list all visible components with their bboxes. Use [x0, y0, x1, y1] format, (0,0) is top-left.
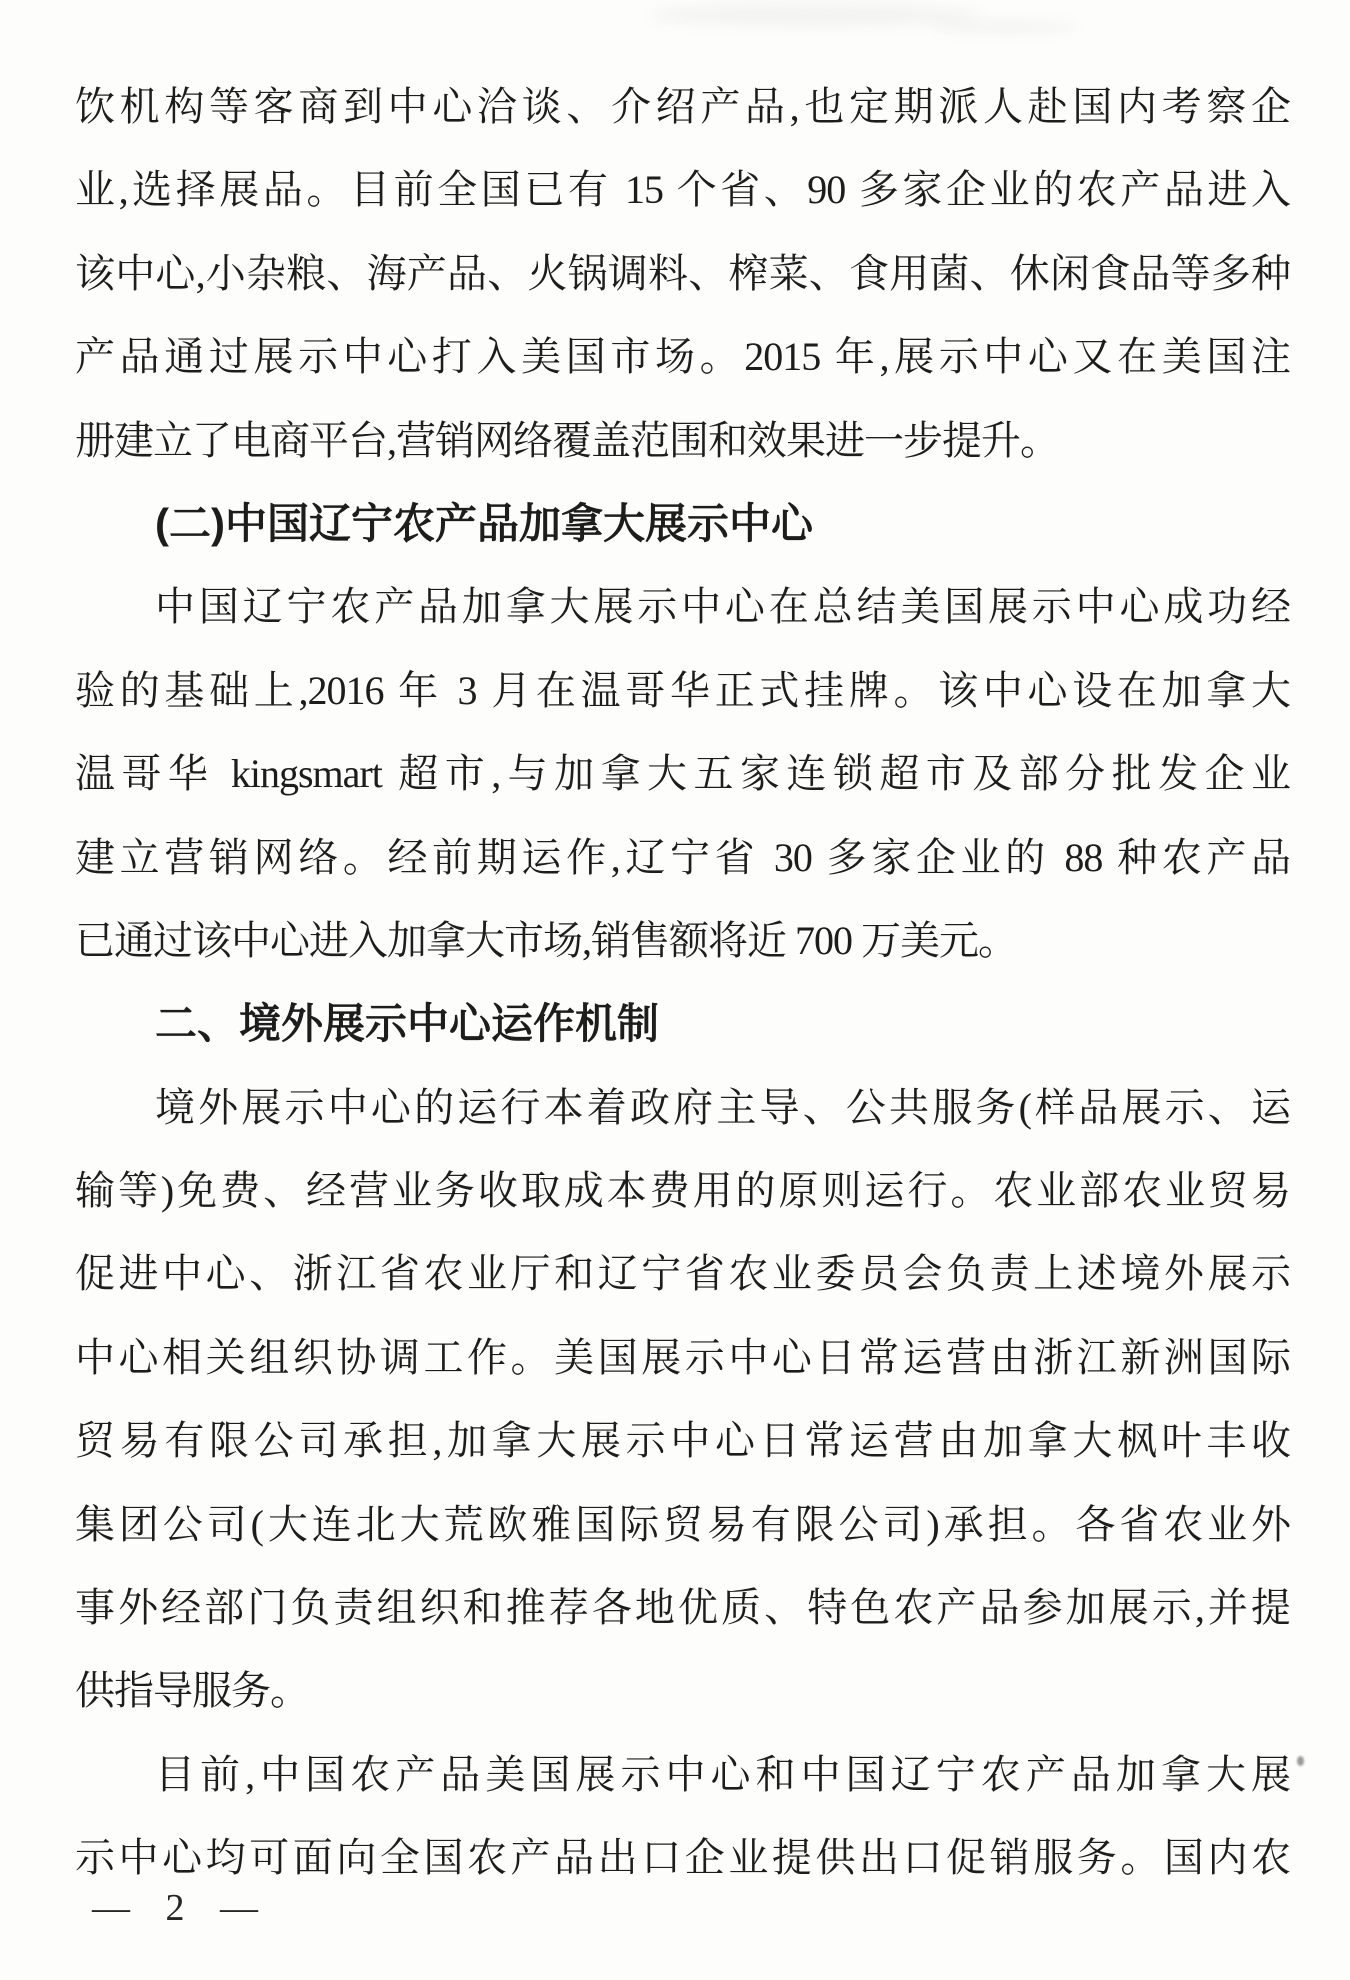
text-line: 验的基础上,2016 年 3 月在温哥华正式挂牌。该中心设在加拿大	[75, 667, 1290, 713]
scan-artifact	[650, 4, 980, 26]
text-line: 业,选择展品。目前全国已有 15 个省、90 多家企业的农产品进入	[75, 167, 1290, 213]
text-line: 示中心均可面向全国农产品出口企业提供出口促销服务。国内农	[75, 1835, 1290, 1881]
text-line: 事外经部门负责组织和推荐各地优质、特色农产品参加展示,并提	[75, 1585, 1290, 1631]
text-line: 产品通过展示中心打入美国市场。2015 年,展示中心又在美国注	[75, 334, 1290, 380]
text-line: 集团公司(大连北大荒欧雅国际贸易有限公司)承担。各省农业外	[75, 1501, 1290, 1547]
text-line: 册建立了电商平台,营销网络覆盖范围和效果进一步提升。	[75, 417, 1059, 463]
section-heading: (二)中国辽宁农产品加拿大展示中心	[155, 499, 813, 547]
text-line: 促进中心、浙江省农业厅和辽宁省农业委员会负责上述境外展示	[75, 1251, 1290, 1297]
text-line: 饮机构等客商到中心洽谈、介绍产品,也定期派人赴国内考察企	[75, 84, 1290, 129]
document-body	[75, 65, 1290, 1900]
text-line: 建立营销网络。经前期运作,辽宁省 30 多家企业的 88 种农产品	[75, 834, 1290, 880]
section-heading: 二、境外展示中心运作机制	[155, 1000, 660, 1048]
text-line: 中心相关组织协调工作。美国展示中心日常运营由浙江新洲国际	[75, 1334, 1290, 1380]
text-line: 贸易有限公司承担,加拿大展示中心日常运营由加拿大枫叶丰收	[75, 1418, 1290, 1464]
text-line: 该中心,小杂粮、海产品、火锅调料、榨菜、食用菌、休闲食品等多种	[75, 250, 1290, 296]
scan-artifact	[1297, 1756, 1304, 1766]
scan-artifact	[930, 20, 1080, 34]
page-number: — 2 —	[92, 1887, 264, 1929]
text-line: 已通过该中心进入加拿大市场,销售额将近 700 万美元。	[75, 917, 1017, 963]
text-line: 境外展示中心的运行本着政府主导、公共服务(样品展示、运	[155, 1084, 1290, 1130]
text-line: 中国辽宁农产品加拿大展示中心在总结美国展示中心成功经	[155, 584, 1290, 630]
text-line: 温哥华 kingsmart 超市,与加拿大五家连锁超市及部分批发企业	[75, 751, 1290, 797]
text-line: 供指导服务。	[75, 1668, 309, 1714]
text-line: 目前,中国农产品美国展示中心和中国辽宁农产品加拿大展	[155, 1751, 1290, 1797]
text-line: 输等)免费、经营业务收取成本费用的原则运行。农业部农业贸易	[75, 1168, 1290, 1214]
